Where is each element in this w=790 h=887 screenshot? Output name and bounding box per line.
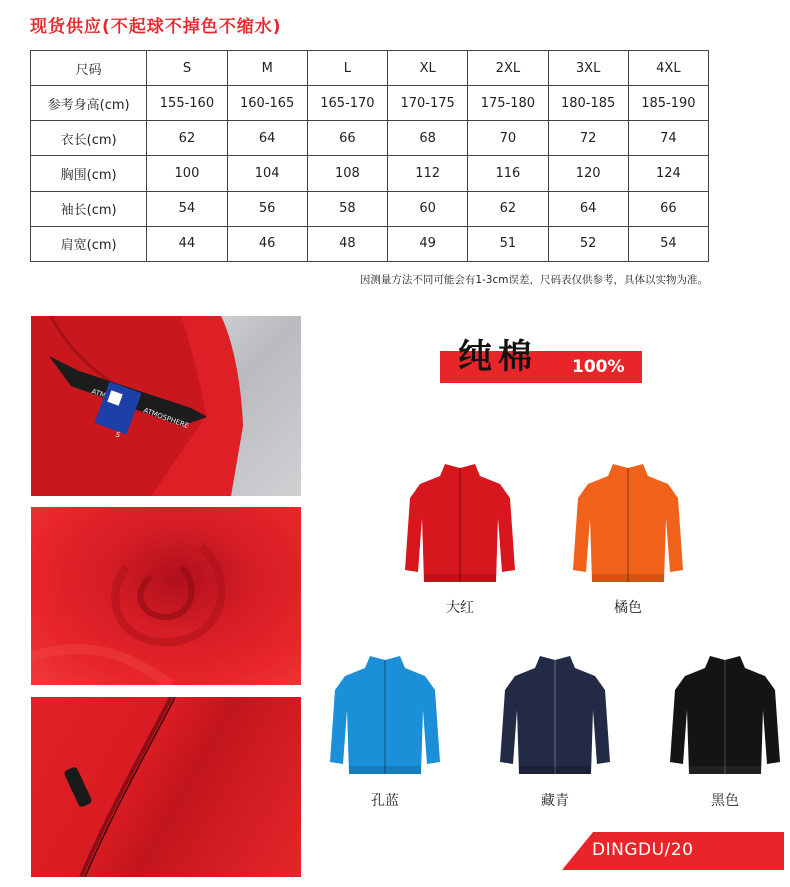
table-header-cell: S — [147, 51, 227, 86]
size-disclaimer-note: 因测量方法不同可能会有1-3cm误差，尺码表仅供参考，具体以实物为准。 — [359, 274, 708, 286]
table-header-cell: 2XL — [468, 51, 548, 86]
table-cell: 60 — [388, 191, 468, 226]
table-cell: 108 — [307, 156, 387, 191]
fabric-texture-photo — [31, 507, 301, 685]
table-cell: 68 — [388, 121, 468, 156]
table-cell: 124 — [628, 156, 708, 191]
badge-calligraphy-text: 纯棉 — [458, 337, 538, 377]
table-cell: 64 — [227, 121, 307, 156]
table-cell: 62 — [468, 191, 548, 226]
table-cell: 100 — [147, 156, 227, 191]
color-label: 橘色 — [614, 600, 642, 616]
table-cell: 51 — [468, 226, 548, 261]
table-cell: 肩宽(cm) — [31, 226, 147, 261]
table-cell: 120 — [548, 156, 628, 191]
table-cell: 175-180 — [468, 86, 548, 121]
table-cell: 62 — [147, 121, 227, 156]
table-cell: 48 — [307, 226, 387, 261]
zipper-image — [31, 697, 301, 877]
collar-label-image — [31, 316, 301, 496]
table-cell: 54 — [628, 226, 708, 261]
table-cell: 66 — [307, 121, 387, 156]
table-cell: 74 — [628, 121, 708, 156]
jacket-swatch-navy — [495, 650, 615, 780]
zipper-detail-photo — [31, 697, 301, 877]
jacket-swatch-orange — [568, 458, 688, 588]
table-cell: 参考身高(cm) — [31, 86, 147, 121]
color-label: 大红 — [446, 600, 474, 616]
jacket-swatch-black — [665, 650, 785, 780]
table-cell: 112 — [388, 156, 468, 191]
table-cell: 70 — [468, 121, 548, 156]
page-heading: 现货供应(不起球不掉色不缩水) — [30, 17, 282, 37]
table-cell: 54 — [147, 191, 227, 226]
badge-percent-text: 100% — [572, 357, 625, 377]
table-cell: 72 — [548, 121, 628, 156]
zipper-pull-icon — [63, 766, 93, 808]
table-cell: 52 — [548, 226, 628, 261]
table-header-cell: 3XL — [548, 51, 628, 86]
table-cell: 49 — [388, 226, 468, 261]
table-cell: 185-190 — [628, 86, 708, 121]
tape-text: ATMOSPHERE — [142, 406, 190, 431]
table-cell: 170-175 — [388, 86, 468, 121]
table-cell: 衣长(cm) — [31, 121, 147, 156]
jacket-swatch-blue — [325, 650, 445, 780]
table-cell: 58 — [307, 191, 387, 226]
table-row — [31, 86, 709, 121]
table-row — [31, 156, 709, 191]
table-row — [31, 191, 709, 226]
label-size-text: S — [114, 430, 122, 440]
table-cell: 56 — [227, 191, 307, 226]
table-header-cell: 4XL — [628, 51, 708, 86]
table-cell: 155-160 — [147, 86, 227, 121]
table-cell: 116 — [468, 156, 548, 191]
fabric-swirl-image — [31, 507, 301, 685]
table-row — [31, 226, 709, 261]
model-code-text: DINGDU/20 — [592, 840, 694, 860]
table-header-cell: M — [227, 51, 307, 86]
color-label: 黑色 — [711, 793, 739, 809]
table-cell: 64 — [548, 191, 628, 226]
table-cell: 104 — [227, 156, 307, 191]
table-cell: 46 — [227, 226, 307, 261]
table-cell: 胸围(cm) — [31, 156, 147, 191]
color-label: 孔蓝 — [371, 793, 399, 809]
model-code-banner — [562, 832, 784, 870]
table-header-cell: 尺码 — [31, 51, 147, 86]
table-cell: 180-185 — [548, 86, 628, 121]
table-row — [31, 121, 709, 156]
size-table — [30, 50, 709, 262]
table-header-cell: XL — [388, 51, 468, 86]
table-header-cell: L — [307, 51, 387, 86]
table-header-row — [31, 51, 709, 86]
color-label: 藏青 — [541, 793, 569, 809]
collar-label-photo — [31, 316, 301, 496]
table-cell: 160-165 — [227, 86, 307, 121]
cotton-badge — [440, 337, 642, 383]
table-cell: 66 — [628, 191, 708, 226]
jacket-swatch-red — [400, 458, 520, 588]
table-cell: 44 — [147, 226, 227, 261]
table-cell: 165-170 — [307, 86, 387, 121]
table-cell: 袖长(cm) — [31, 191, 147, 226]
